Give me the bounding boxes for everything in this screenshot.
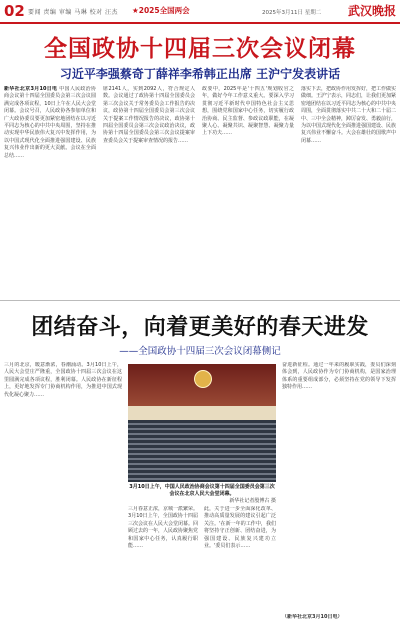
story2-column-1 — [4, 362, 122, 622]
section-divider — [0, 300, 400, 301]
story1-subhead: 习近平李强蔡奇丁薛祥李希韩正出席 王沪宁发表讲话 — [59, 67, 341, 81]
national-emblem-icon — [194, 370, 212, 388]
story1-col3-text: 政要中，2025年是'十四五'规划收官之年，做好今年工作意义重大。要深入学习贯彻习近平新时代中国特色社会主义思想，围绕党和国家中心任务，切实履行政治协商、民主监督、参政议政职能，在凝聚人心、凝聚共识、凝聚智慧、凝聚力量上下功夫…… — [202, 86, 294, 137]
event-banner: ★2025全国两会 — [132, 6, 190, 15]
story2-col2-text: 三月春意正浓，京城一派繁荣。3月10日上午，全国政协十四届三次会议在人民大会堂闭幕。回顾过去的一年，人民政协聚焦党和国家中心任务，认真履行职能…… — [128, 506, 198, 550]
closing-ceremony-photo — [128, 364, 276, 482]
photo-credit: 新华社记者殷博古 摄 — [229, 498, 276, 504]
story1-dateline: 新华社北京3月10日电 — [4, 86, 58, 92]
rostrum — [128, 406, 276, 420]
story2-col3-text: 此，关于进一步全面深化改革、推动高质量发展的建议引起广泛关注。'在新一年的工作中，我们将坚持守正创新、团结奋进，为强国建设、民族复兴建功立业。'委员们表示…… — [204, 506, 276, 550]
photo-caption — [128, 484, 276, 505]
story2-subhead: ——全国政协十四届三次会议闭幕侧记 — [119, 346, 281, 357]
story1-column-3 — [202, 86, 294, 296]
story1-col2-text: 席2141人，实到2092人，符合规定人数。会议通过了政协第十四届全国委员会第三次会议关于常务委员会工作报告的决议，政协第十四届全国委员会第三次会议关于提案工作情况报告的决议，政协第十四届全国委员会第三次会议政治决议，政协第十四届全国委员会第三次会议提案审查委员会关于提案审查情况的报告…… — [103, 86, 195, 144]
photo-caption-text: 3月10日上午，中国人民政治协商会议第十四届全国委员会第三次会议在北京人民大会堂闭幕。 — [129, 484, 275, 497]
masthead — [0, 0, 400, 24]
story2-col1-text: 三月的北京，暖意渐浓，春潮涌动。3月10日上午，人民大会堂庄严隆重，全国政协十四届三次会议在这里圆满完成各项议程，胜利闭幕。人民政协在新征程上，更好地发挥专门协商机构作用，为推进中国式现代化凝心聚力…… — [4, 362, 122, 398]
story2-headline: 团结奋斗，向着更美好的春天进发 — [31, 315, 369, 340]
audience-rows — [128, 420, 276, 482]
page-number: 02 — [4, 2, 25, 20]
story2-col4-text: 奋进新征程。通过一年来的履职实践，委员们深刻体会到，人民政协作为专门协商机构，是国家治理体系的重要组成部分，必须坚持在党的领导下发挥独特作用…… — [282, 362, 396, 391]
story1-col1-text: 中国人民政治协商会议第十四届全国委员会第三次会议圆满完成各项议程，10日上午在人民大会堂闭幕。会议号召，人民政协各参加单位和广大政协委员要更加紧密地团结在以习近平同志为核心的中共中央周围，坚持在推动实现中华民族伟大复兴中发挥作用，为以中国式现代化全面推进强国建设、民族复兴伟业作出新的更大贡献。会议在全面总结…… — [4, 86, 96, 159]
story2-column-3 — [204, 506, 276, 622]
story2-column-2 — [128, 506, 198, 622]
section-credits: 要闻 责编 审编 马琳 校对 汪杰 — [28, 9, 119, 16]
story1-headline: 全国政协十四届三次会议闭幕 — [44, 36, 356, 62]
story1-col4-text: 落实下去，把政协作用发挥好，把工作做实做细。王沪宁表示，同志们，让我们更加紧密地团结在以习近平同志为核心的中共中央周围，全面贯彻落实中共二十大和二十届二中、三中全会精神，踔厉奋发、勇毅前行，为以中国式现代化全面推进强国建设、民族复兴伟业不懈奋斗。大会在雄壮的国歌声中闭幕…… — [301, 86, 396, 144]
story2-column-4 — [282, 362, 396, 612]
story1-column-1 — [4, 86, 96, 296]
story1-column-4 — [301, 86, 396, 296]
paper-name: 武汉晚报 — [348, 4, 397, 18]
story1-column-2 — [103, 86, 195, 296]
story2-end-signature: （新华社北京3月10日电） — [282, 614, 343, 620]
issue-date: 2025年3月11日 星期二 — [262, 10, 322, 16]
